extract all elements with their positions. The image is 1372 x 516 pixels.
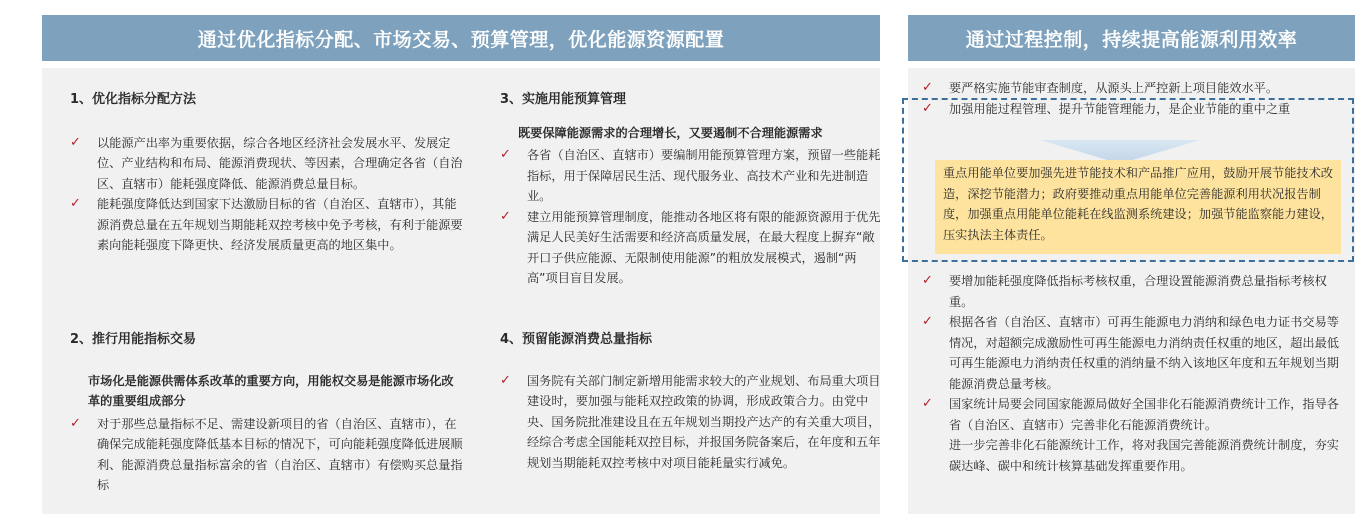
list-item xyxy=(922,99,1342,120)
check-icon: ✓ xyxy=(500,372,511,388)
list-item xyxy=(70,133,465,195)
list-item-text: 国务院有关部门制定新增用能需求较大的产业规划、布局重大项目建设时，要加强与能耗双控政策的协调，形成政策合力。由党中央、国务院批准建设且在五年规划当期投产达产的有关重大项目，经综合考虑全国能耗双控目标，并报国务院备案后，在年度和五年规划当期能耗双控考核中对项目能耗量实行减免。 xyxy=(527,373,881,470)
check-icon: ✓ xyxy=(922,100,933,116)
section-reserved-quota xyxy=(500,330,885,473)
check-icon: ✓ xyxy=(70,415,81,431)
section-title: 1、优化指标分配方法 xyxy=(70,92,197,107)
right-top-list xyxy=(922,78,1342,119)
section-subtitle: 既要保障能源需求的合理增长，又要遏制不合理能源需求 xyxy=(518,125,823,140)
check-icon: ✓ xyxy=(922,273,933,288)
list-item-text: 建立用能预算管理制度，能推动各地区将有限的能源资源用于优先满足人民美好生活需要和经济高质量发展，在最大程度上摒弃“敞开口子供应能源、无限制使用能源”的粗放发展模式，遏制“两高”项目盲目发展。 xyxy=(527,209,881,285)
list-item-text: 国家统计局要会同国家能源局做好全国非化石能源消费统计工作，指导各省（自治区、直辖市）完善非化石能源消费统计。 xyxy=(949,397,1339,432)
list-item xyxy=(70,194,465,256)
list-item-continuation: 进一步完善非化石能源统计工作，将对我国完善能源消费统计制度，夯实碳达峰、碳中和统计核算基础发挥重要作用。 xyxy=(949,438,1339,473)
section-subtitle: 市场化是能源供需体系改革的重要方向，用能权交易是能源市场化改革的重要组成部分 xyxy=(88,373,454,408)
left-header-title: 通过优化指标分配、市场交易、预算管理，优化能源资源配置 xyxy=(197,28,725,51)
check-icon: ✓ xyxy=(922,80,933,95)
list-item xyxy=(70,414,465,496)
list-item-text: 要增加能耗强度降低指标考核权重，合理设置能源消费总量指标考核权重。 xyxy=(949,274,1327,309)
check-icon: ✓ xyxy=(922,314,933,329)
list-item-text: 根据各省（自治区、直辖市）可再生能源电力消纳和绿色电力证书交易等情况，对超额完成激励性可再生能源电力消纳责任权重的地区，超出最低可再生能源电力消纳责任权重的消纳量不纳入该地区年度和五年规划当期能源消费总量考核。 xyxy=(949,315,1339,391)
check-icon: ✓ xyxy=(500,147,511,162)
list-item xyxy=(922,271,1342,312)
list-item xyxy=(922,312,1342,394)
right-header-banner xyxy=(908,15,1355,61)
list-item xyxy=(922,78,1342,99)
list-item xyxy=(500,145,885,207)
list-item-text: 对于那些总量指标不足、需建设新项目的省（自治区、直辖市），在确保完成能耗强度降低基本目标的情况下，可向能耗强度降低进展顺利、能源消费总量指标富余的省（自治区、直辖市）有偿购买总量指标 xyxy=(97,416,463,492)
right-header-title: 通过过程控制，持续提高能源利用效率 xyxy=(965,28,1298,51)
check-icon: ✓ xyxy=(922,396,933,411)
section-indicator-allocation xyxy=(70,90,465,256)
check-icon: ✓ xyxy=(70,196,81,211)
section-title: 4、预留能源消费总量指标 xyxy=(500,332,653,347)
check-icon: ✓ xyxy=(500,208,511,224)
left-header-banner xyxy=(42,15,880,61)
list-item xyxy=(922,394,1342,435)
list-item-text: 以能源产出率为重要依据，综合各地区经济社会发展水平、发展定位、产业结构和布局、能源消费现状、等因素，合理确定各省（自治区、直辖市）能耗强度降低、能源消费总量目标。 xyxy=(97,135,463,191)
section-title: 3、实施用能预算管理 xyxy=(500,92,627,107)
list-item xyxy=(500,371,885,474)
list-item-text: 加强用能过程管理、提升节能管理能力，是企业节能的重中之重 xyxy=(949,101,1291,116)
list-item-text: 要严格实施节能审查制度，从源头上严控新上项目能效水平。 xyxy=(949,81,1279,95)
right-bottom-list xyxy=(922,271,1342,476)
check-icon: ✓ xyxy=(70,134,81,150)
section-budget-management xyxy=(500,90,885,289)
highlight-callout: 重点用能单位要加强先进节能技术和产品推广应用，鼓励开展节能技术改造，深挖节能潜力；政府要推动重点用能单位完善能源利用状况报告制度，加强重点用能单位能耗在线监测系统建设；加强节能监察能力建设，压实执法主体责任。 xyxy=(935,160,1341,254)
list-item-text: 各省（自治区、直辖市）要编制用能预算管理方案，预留一些能耗指标，用于保障居民生活、现代服务业、高技术产业和先进制造业。 xyxy=(527,148,881,203)
section-energy-trading xyxy=(70,330,465,496)
list-item-text: 能耗强度降低达到国家下达激励目标的省（自治区、直辖市），其能源消费总量在五年规划当期能耗双控考核中免予考核，有利于能源要素向能耗强度下降更快、经济发展质量更高的地区集中。 xyxy=(97,197,463,252)
list-item xyxy=(500,207,885,289)
section-title: 2、推行用能指标交易 xyxy=(70,332,197,347)
